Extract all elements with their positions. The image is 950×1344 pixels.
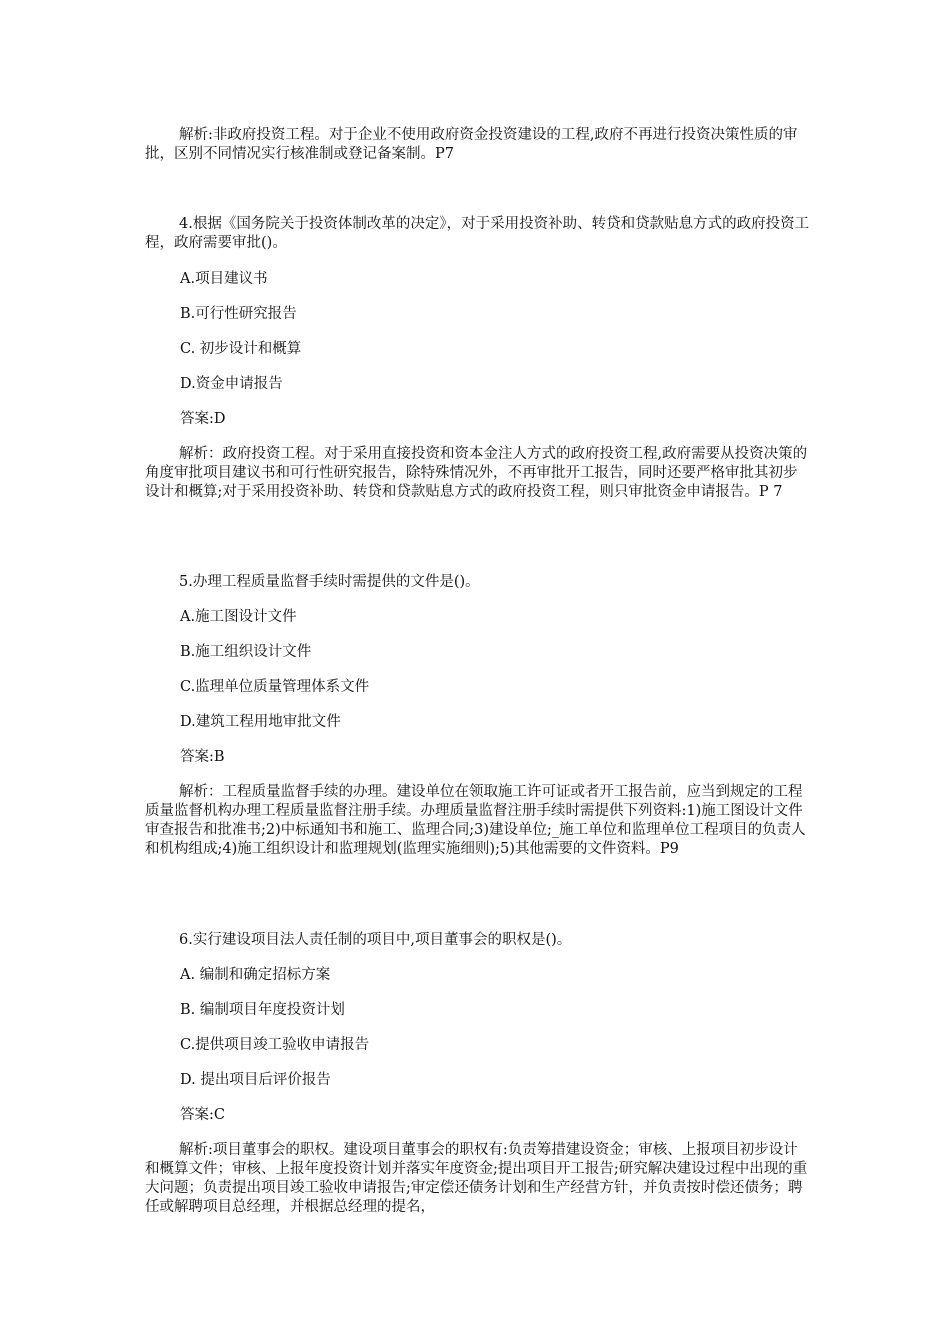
q4-option-a: A.项目建议书 bbox=[180, 271, 268, 287]
q6-answer: 答案:C bbox=[180, 1107, 225, 1123]
q6-option-a: A. 编制和确定招标方案 bbox=[180, 967, 331, 983]
q4-option-b: B.可行性研究报告 bbox=[180, 306, 297, 322]
q5-option-b: B.施工组织设计文件 bbox=[180, 644, 312, 660]
question-4: 4.根据《国务院关于投资体制改革的决定》，对于采用投资补助、转贷和贷款贴息方式的政府投资工程，政府需要审批()。 bbox=[145, 216, 810, 251]
q5-option-a: A.施工图设计文件 bbox=[180, 609, 297, 625]
q6-option-c: C.提供项目竣工验收申请报告 bbox=[180, 1037, 370, 1053]
q5-option-d: D.建筑工程用地审批文件 bbox=[180, 714, 341, 730]
q4-option-c: C. 初步设计和概算 bbox=[180, 341, 302, 357]
q6-option-b: B. 编制项目年度投资计划 bbox=[180, 1002, 345, 1018]
q4-answer: 答案:D bbox=[180, 411, 226, 427]
question-6: 6.实行建设项目法人责任制的项目中,项目董事会的职权是()。 bbox=[179, 932, 572, 948]
q6-option-d: D. 提出项目后评价报告 bbox=[180, 1072, 331, 1088]
q6-analysis: 解析:项目董事会的职权。建设项目董事会的职权有:负责筹措建设资金；审核、上报项目初步设计和概算文件；审核、上报年度投资计划并落实年度资金;提出项目开工报告;研究解决建设过程中出现的重大问题；负责提出项目竣工验收申请报告;审定偿还债务计划和生产经营方针，并负责按时偿还债务；聘任或解聘项目总经理，并根据总经理的提名， bbox=[145, 1142, 808, 1215]
q5-analysis: 解析：工程质量监督手续的办理。建设单位在领取施工许可证或者开工报告前，应当到规定的工程质量监督机构办理工程质量监督注册手续。办理质量监督注册手续时需提供下列资料:1)施工图设计文件审查报告和批准书;2)中标通知书和施工、监理合同;3)建设单位;_施工单位和监理单位工程项目的负责人和机构组成;4)施工组织设计和监理规划(监理实施细则);5)其他需要的文件资料。P9 bbox=[145, 784, 806, 857]
q5-option-c: C.监理单位质量管理体系文件 bbox=[180, 679, 370, 695]
q4-option-d: D.资金申请报告 bbox=[180, 376, 283, 392]
q5-answer: 答案:B bbox=[180, 749, 225, 765]
analysis-q3: 解析:非政府投资工程。对于企业不使用政府资金投资建设的工程,政府不再进行投资决策性质的审批，区别不同情况实行核准制或登记备案制。P7 bbox=[145, 127, 798, 162]
q4-analysis: 解析：政府投资工程。对于采用直接投资和资本金注人方式的政府投资工程,政府需要从投资决策的角度审批项目建议书和可行性研究报告，除特殊情况外，不再审批开工报告，同时还要严格审批其初步设计和概算;对于采用投资补助、转贷和贷款贴息方式的政府投资工程，则只审批资金申请报告。P 7 bbox=[145, 446, 808, 500]
question-5: 5.办理工程质量监督手续时需提供的文件是()。 bbox=[179, 574, 480, 590]
